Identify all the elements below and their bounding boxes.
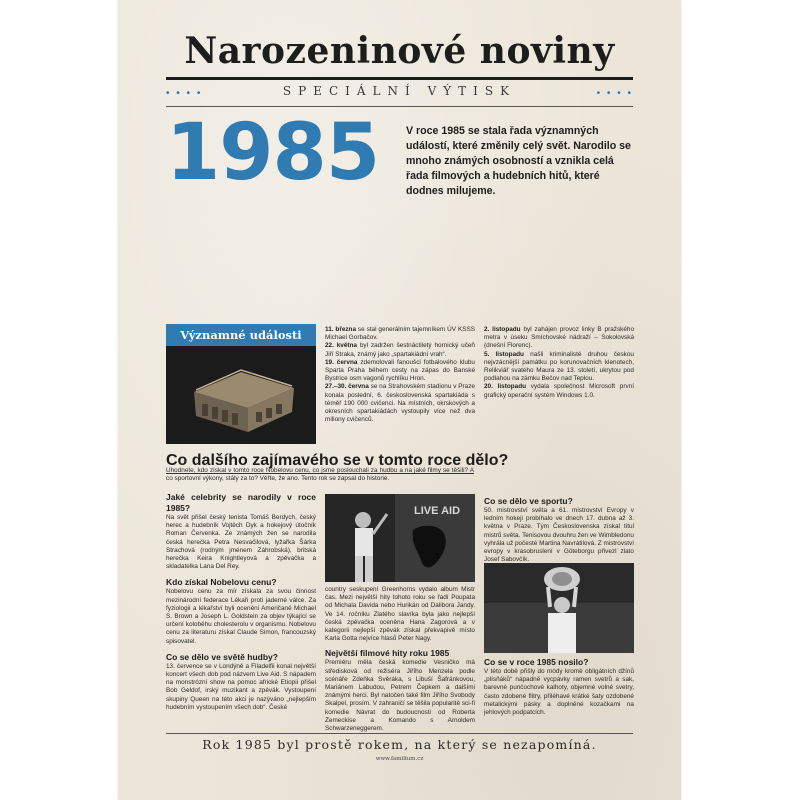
nobel-text: Nobelovu cenu za mír získala za svou činnost mezinárodní federace Lékaři proti jaderné válce. Za fyziologii a lékařství byli oceněni Američané Michael S. Brown a Joseph L. Goldstein za objev týkající se určení koloběhu cholesterolu v organismu. Nobelovu cenu za literaturu získal Claude Simon, francouzský spisovatel. xyxy=(166,588,316,645)
celebs-heading: Jaké celebrity se narodily v roce 1985? xyxy=(166,492,316,513)
event-text: vydala společnost Microsoft první grafický operační systém Windows 1.0. xyxy=(484,383,634,399)
event-date: 11. března xyxy=(325,326,357,333)
masthead-rule xyxy=(166,77,633,80)
footer-rule xyxy=(166,733,633,734)
event-item xyxy=(484,351,634,384)
event-item xyxy=(325,383,475,424)
section-heading: Co dalšího zajímavého se v tomto roce dělo? xyxy=(166,452,509,469)
event-date: 5. listopadu xyxy=(484,350,524,358)
tennis-photo xyxy=(484,563,634,653)
event-text: byl zadržen šestnáctiletý hornický učeň Jiří Straka, známý jako „spartakiádní vrah“. xyxy=(325,342,475,358)
event-item xyxy=(325,359,475,384)
film-text: Premiéru měla česká komedie Vesničko má středisková od režiséra Jiřího Menzela podle scénáře Zdeňka Svěráka, s Libuší Šafránkovou, Mariánem Labudou, Petrem Čepkem a dalšími známými herci. Byl natočen také film Jiřího Svobody Skalpel, prosím. V zahraničí se těšila popularitě sci-fi komedie Návrat do budoucnosti od Roberta Zemeckise a Komando s Arnoldem Schwarzeneggerem. xyxy=(325,659,475,733)
subtitle-bar xyxy=(166,84,633,102)
nobel-heading: Kdo získal Nobelovu cenu? xyxy=(166,577,277,588)
intro-text: V roce 1985 se stala řada významných událostí, které změnily celý svět. Narodilo se mnoho známých osobností a vznikla celá řada filmových a hudebních hitů, které dodnes milujeme. xyxy=(406,125,631,197)
dots-left-icon: • • • • xyxy=(166,88,203,99)
column-1 xyxy=(166,492,316,712)
event-date: 2. listopadu xyxy=(484,326,521,333)
event-text: se na Strahovském stadionu v Praze konala poslední, 6. československá spartakiáda s téměř 190 000 cvičenci. Na místních, okrskových a okresních spartakiádách vystoupily více než dva miliony cvičenců. xyxy=(325,383,475,424)
event-item xyxy=(325,326,475,342)
dots-right-icon: • • • • xyxy=(596,88,633,99)
section-lead: Uhodnete, kdo získal v tomto roce Nobelovu cenu, co jsme poslouchali za hudbu a na jaké filmy se těšili? A co sportovní výkony, stály za to? Věřte, že ano. Tento rok se zapsal do historie. xyxy=(166,467,474,483)
event-text: byl zahájen provoz linky B pražského metra v úseku Smíchovské nádraží – Sokolovská (dnešní Florenc). xyxy=(484,326,634,350)
events-title: Významné události xyxy=(166,324,316,346)
events-panel xyxy=(166,324,316,444)
event-date: 20. listopadu xyxy=(484,383,526,391)
newspaper-page xyxy=(118,0,681,800)
column-2 xyxy=(325,586,475,733)
footer-slogan: Rok 1985 byl prostě rokem, na který se nezapomíná. xyxy=(202,737,597,752)
event-text: se stal generálním tajemníkem ÚV KSSS Michael Gorbačov. xyxy=(325,326,476,342)
celebs-text: Na svět přišel český tenista Tomáš Berdych, český herec a hudebník Vojtěch Dyk a hokejový útočník Roman Červenka. Ze známých žen se narodila česká herečka Petra Nesvačilová, lyžařka Šárka Strachová (rodným jménem Záhrobská), britská herečka Keira Knightleyová a zpěvačka a skladatelka Lana Del Rey. xyxy=(166,514,316,571)
masthead-title: Narozeninové noviny xyxy=(184,30,615,72)
music-heading: Co se dělo ve světě hudby? xyxy=(166,651,278,662)
subtitle: SPECIÁLNÍ VÝTISK xyxy=(282,84,517,98)
liveaid-photo xyxy=(325,494,475,582)
liveaid-sign: LIVE AID xyxy=(413,505,461,517)
event-item xyxy=(484,326,634,351)
event-date: 27.–30. června xyxy=(325,383,369,391)
fashion-text: V této době přišly do módy kromě obligátních džínů „plísňáků“ nápadně vycpávky ramen svetrů a sak, barevné punčochové kalhoty, objemné volné svetry, často zdobené flitry, přiléhavé krátké šaty ozdobené metalickými pásky a doplněné kozačkami na jehlových podpatcích. xyxy=(484,668,634,717)
reliquary-image xyxy=(176,350,306,440)
events-column-1 xyxy=(325,326,475,424)
fashion-heading: Co se v roce 1985 nosilo? xyxy=(484,657,589,667)
music-text-continued: country seskupení Greenhorns vydalo album Mistr čas. Mezi největší hity tohoto roku se řadí Poupata od Michala Davida nebo Hurikán od Dalibora Jandy. Ve 14. ročníku Zlatého slavíka byla jako nejlepší česká zpěvačka oceněna Hana Zagorová a v kategorii nejlepší zpěvák získal překvapivě místo Karla Gotta nejvíce hlasů Peter Nagy. xyxy=(325,586,475,643)
music-text: 13. července se v Londýně a Filadelfii konal největší koncert všech dob pod názvem Live Aid. S nápadem na monstrózní show na pomoc africké Etiopii přišel Bob Geldof, irský muzikant a zpěvák. Vystoupení skupiny Queen na této akci je nazýváno „nejlepším hudebním vystoupením všech dob“. České xyxy=(166,662,316,711)
sport-heading: Co se dělo ve sportu? xyxy=(484,496,573,506)
column-3 xyxy=(484,496,634,564)
year-headline: 1985 xyxy=(166,108,380,198)
events-column-2 xyxy=(484,326,634,400)
event-date: 19. června xyxy=(325,358,358,366)
footer-url: www.familium.cz xyxy=(375,756,424,762)
event-item xyxy=(484,383,634,399)
event-text: našli kriminalisté druhou českou nejvzácnější památku po korunovačních klenotech, Relikviář svatého Maura ze 13. století, ukrytou pod podlahou na zámku Bečov nad Teplou. xyxy=(484,350,634,383)
column-3-lower xyxy=(484,657,634,717)
sport-text: 50. mistrovství světa a 61. mistrovství Evropy v ledním hokeji probíhalo ve dnech 17. dubna až 3. května v Praze. Tým Československa získal titul mistrů světa. Tenisovou dvouhru žen ve Wimbledonu vyhrála už počesté Martina Navrátilová. Z mistrovství evropy v krasobruslení v Göteborgu přivezl zlato Josef Sabovčík. xyxy=(484,507,634,564)
film-heading: Největší filmové hity roku 1985 xyxy=(325,648,450,659)
event-text: zdemolovali fanoušci fotbalového klubu Sparta Praha během cesty na zápas do Banské Bystrice osm vagonů rychlíku Hron. xyxy=(325,358,475,383)
event-item xyxy=(325,342,475,358)
subtitle-rule xyxy=(166,106,633,107)
event-date: 22. května xyxy=(325,342,357,350)
